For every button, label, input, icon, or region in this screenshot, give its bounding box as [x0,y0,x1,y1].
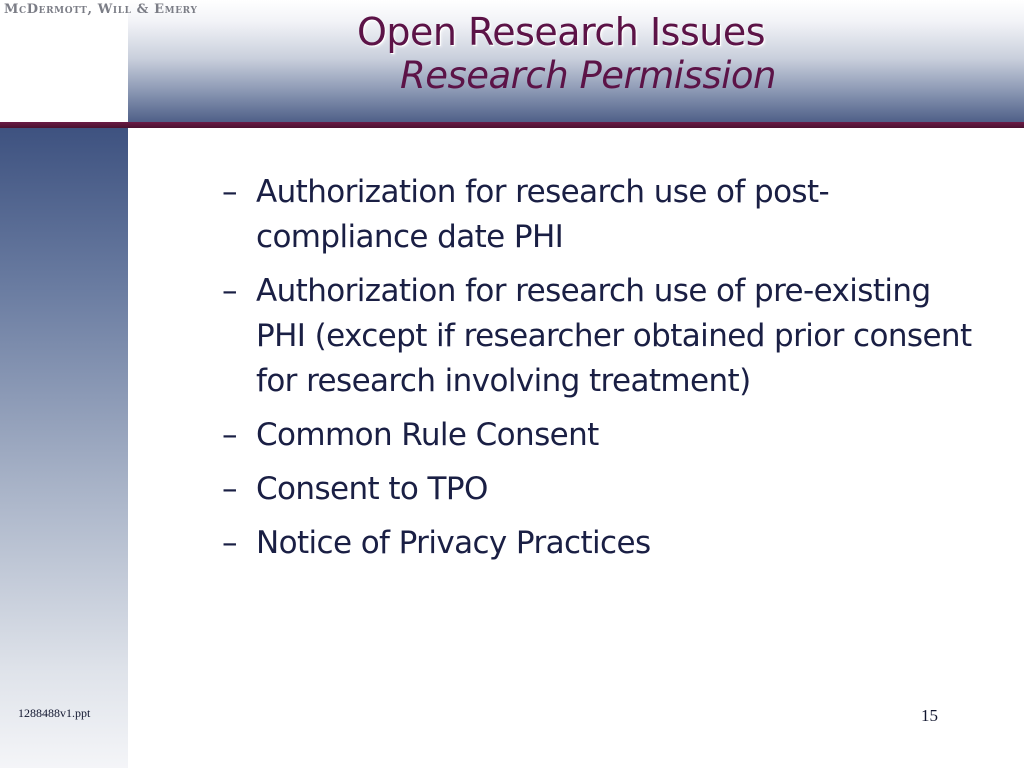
side-decoration-bar [0,128,128,768]
bullet-item [222,269,982,404]
bullet-item [222,521,982,566]
bullet-dash: – [222,174,237,210]
bullet-dash: – [222,525,237,561]
title-main: Open Research Issues [356,10,766,54]
header-divider [0,122,1024,128]
bullet-text: Common Rule Consent [256,417,599,453]
title-subtitle: Research Permission [400,54,776,97]
bullet-item [222,170,982,260]
bullet-dash: – [222,471,237,507]
footer-file-name: 1288488v1.ppt [18,706,91,720]
bullet-text: Authorization for research use of post-compliance date PHI [256,174,830,255]
bullet-list [222,170,982,575]
slide-title [128,10,1024,120]
bullet-text: Notice of Privacy Practices [256,525,651,561]
bullet-text: Authorization for research use of pre-existing PHI (except if researcher obtained prior consent for research involving treatment) [256,273,972,399]
bullet-dash: – [222,273,237,309]
firm-logo-text: McDermott, Will & Emery [4,2,198,17]
bullet-item [222,413,982,458]
page-number: 15 [921,706,938,725]
bullet-text: Consent to TPO [256,471,488,507]
bullet-dash: – [222,417,237,453]
bullet-item [222,467,982,512]
